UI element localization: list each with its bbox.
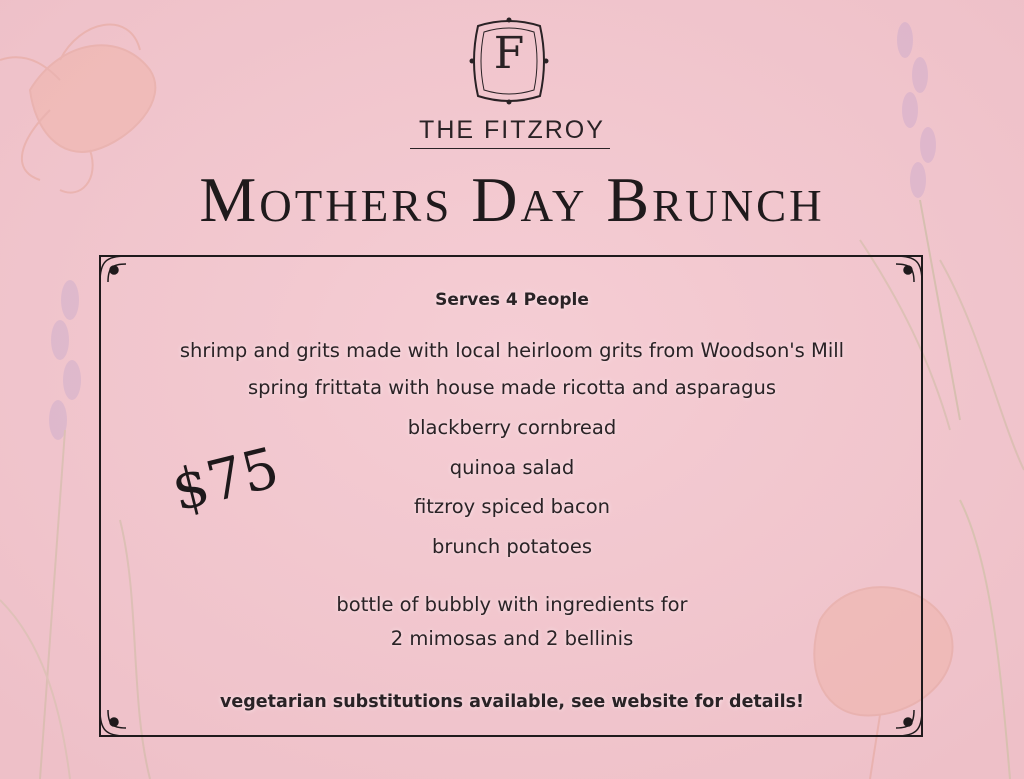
serves-label: Serves 4 People [435,290,589,310]
brand-name: THE FITZROY [419,116,605,144]
menu-item: blackberry cornbread [407,416,617,439]
menu-item: shrimp and grits made with local heirloom grits from Woodson's Mill [179,339,845,362]
drinks-line: bottle of bubbly with ingredients for [336,593,688,616]
drinks-line: 2 mimosas and 2 bellinis [390,627,634,650]
page-title: Mothers Day Brunch [199,164,825,235]
menu-item: spring frittata with house made ricotta and asparagus [247,376,777,399]
vegetarian-note: vegetarian substitutions available, see website for details! [219,692,805,712]
menu-item: brunch potatoes [431,535,593,558]
brand-divider [410,148,610,149]
menu-item: quinoa salad [449,456,575,479]
monogram-letter: F [493,28,525,79]
price-label: $75 [165,435,286,525]
menu-item: fitzroy spiced bacon [413,495,610,518]
